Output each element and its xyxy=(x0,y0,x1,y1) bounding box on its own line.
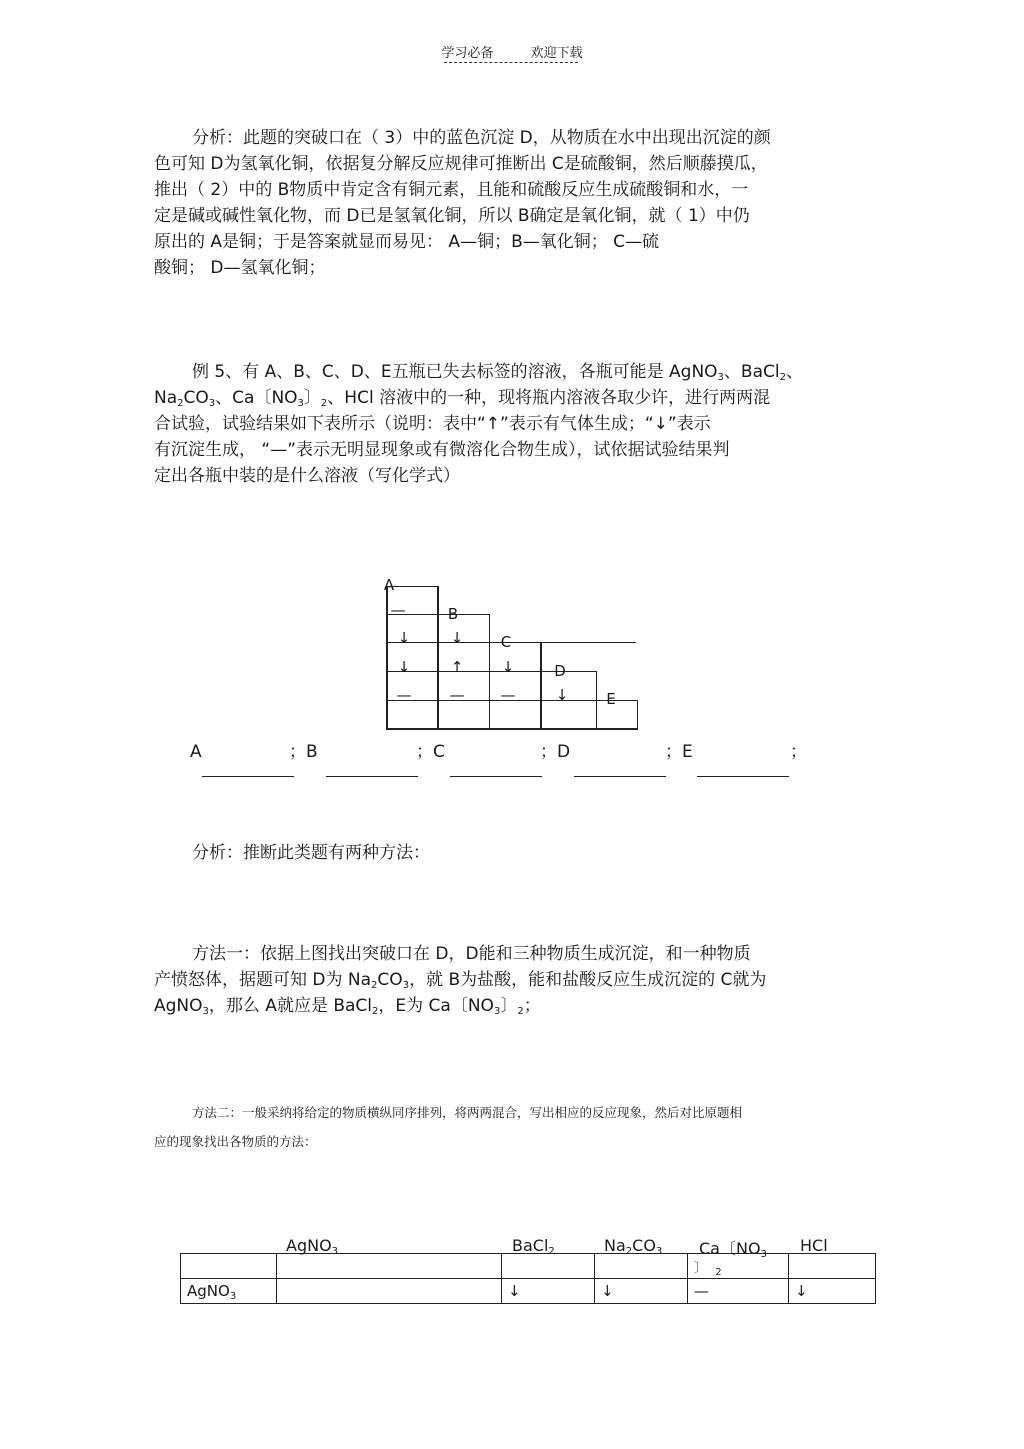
example5-line-3: 合试验，试验结果如下表所示（说明：表中“↑”表示有气体生成；“↓”表示 xyxy=(154,414,711,434)
method2-line-2: 应的现象找出各物质的方法： xyxy=(154,1134,317,1149)
stair-cell: — xyxy=(396,686,412,704)
analysis1-line-3: 推出（ 2）中的 B物质中肯定含有铜元素，且能和硫酸反应生成硫酸铜和水，一 xyxy=(154,180,749,200)
header-right: 欢迎下载 xyxy=(530,46,583,61)
analysis1-line-5: 原出的 A是铜；于是答案就显而易见： A—铜；B—氧化铜； C—硫 xyxy=(154,232,660,252)
answer-blank-d[interactable] xyxy=(574,776,666,777)
stair-cell: ↓ xyxy=(501,658,515,676)
example5-line-1: 例 5、有 A、B、C、D、E五瓶已失去标签的溶液，各瓶可能是 AgNO$_3$、BaCl$_2$、 xyxy=(192,362,803,383)
analysis1-line-2: 色可知 D为氢氧化铜，依据复分解反应规律可推断出 C是硫酸铜，然后顺藤摸瓜， xyxy=(154,154,768,174)
method1-line-1: 方法一：依据上图找出突破口在 D，D能和三种物质生成沉淀，和一种物质 xyxy=(192,944,751,964)
stair-cell: — xyxy=(449,686,465,704)
analysis1-line-1: 分析：此题的突破口在（ 3）中的蓝色沉淀 D，从物质在水中出现出沉淀的颜 xyxy=(192,128,771,148)
stair-cell: ↓ xyxy=(397,629,411,647)
header-left: 学习必备 xyxy=(441,46,494,61)
stair-label-a: A xyxy=(383,576,395,594)
answer-blank-a[interactable] xyxy=(202,776,294,777)
method2-line-1: 方法二：一般采纳将给定的物质横纵同序排列，将两两混合，写出相应的反应现象，然后对比原题相 xyxy=(192,1105,743,1120)
page-header xyxy=(0,42,1024,61)
answer-label-a: A xyxy=(190,742,202,762)
answer-label-b: ；B xyxy=(289,742,318,762)
answer-label-end: ； xyxy=(790,742,807,762)
table2-header-agno3: AgNO$_3$ xyxy=(286,1236,339,1257)
stair-cell: ↑ xyxy=(450,658,464,676)
answer-label-d: ；D xyxy=(540,742,571,762)
analysis1-line-6: 酸铜； D—氢氧化铜； xyxy=(154,258,326,278)
stair-label-d: D xyxy=(554,662,566,680)
table2-header-cano3-suffix: 〕 $_2$ xyxy=(688,1254,789,1279)
table-row xyxy=(181,1279,876,1304)
stair-cell: — xyxy=(390,601,406,619)
table2-header-cano3: Ca〔$NO_3$ xyxy=(699,1239,767,1260)
answer-blank-e[interactable] xyxy=(697,776,789,777)
header-rule xyxy=(444,62,578,63)
stair-label-c: C xyxy=(500,633,512,651)
table2-header-hcl: HCl xyxy=(800,1236,828,1255)
reaction-table xyxy=(180,1253,876,1304)
method1-line-3: AgNO$_3$，那么 A就应是 BaCl$_2$，E为 Ca〔$NO_3$〕$_2$； xyxy=(154,996,541,1017)
table-cell: ↓ xyxy=(595,1279,688,1304)
table2-header-na2co3: $Na_2CO_3$ xyxy=(604,1236,663,1257)
example5-line-4: 有沉淀生成， “—”表示无明显现象或有微溶化合物生成），试依据试验结果判 xyxy=(154,440,730,460)
example5-line-2: $Na_2CO_3$、Ca〔$NO_3$〕$_2$、HCl 溶液中的一种，现将瓶内溶液各取少许，进行两两混 xyxy=(154,388,771,409)
table-cell: — xyxy=(688,1279,789,1304)
answer-blank-b[interactable] xyxy=(326,776,418,777)
answer-label-e: ；E xyxy=(665,742,693,762)
example5-line-5: 定出各瓶中装的是什么溶液（写化学式） xyxy=(154,466,460,486)
table-row xyxy=(181,1254,876,1279)
stair-cell: — xyxy=(500,686,516,704)
table2-row-label: AgNO$_3$ xyxy=(181,1279,277,1304)
answer-blank-c[interactable] xyxy=(450,776,542,777)
stair-cell: ↓ xyxy=(450,629,464,647)
analysis1-line-4: 定是碱或碱性氧化物，而 D已是氢氧化铜，所以 B确定是氧化铜，就（ 1）中仍 xyxy=(154,206,750,226)
answer-label-c: ；C xyxy=(416,742,445,762)
table-cell: ↓ xyxy=(789,1279,876,1304)
stair-label-e: E xyxy=(606,690,616,708)
method1-line-2: 产愤怒体，据题可知 D为 $Na_2CO_3$，就 B为盐酸，能和盐酸反应生成沉淀的 C就为 xyxy=(154,970,767,991)
table-cell: ↓ xyxy=(502,1279,595,1304)
stair-cell: ↓ xyxy=(555,686,569,704)
table2-header-bacl2: BaCl$_2$ xyxy=(512,1236,555,1257)
stair-cell: ↓ xyxy=(397,658,411,676)
stair-label-b: B xyxy=(447,605,459,623)
analysis2: 分析：推断此类题有两种方法： xyxy=(192,843,430,863)
